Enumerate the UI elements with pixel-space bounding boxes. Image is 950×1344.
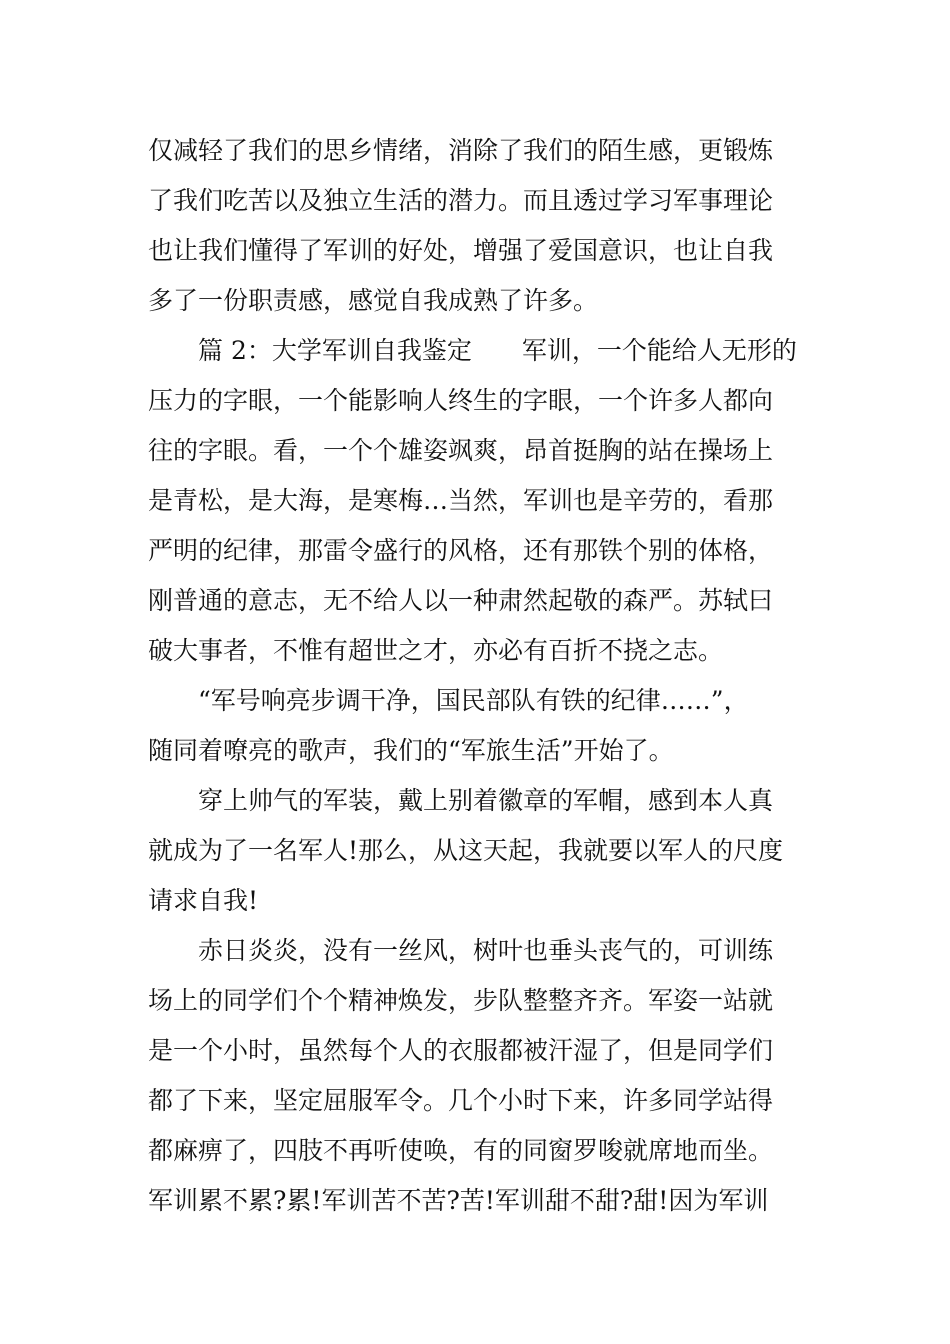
text-line: 请求自我! [148, 886, 259, 915]
text-line: 压力的字眼，一个能影响人终生的字眼，一个许多人都向 [148, 386, 774, 415]
text-line: 随同着嘹亮的歌声，我们的“军旅生活”开始了。 [148, 736, 674, 765]
text-line: 多了一份职责感，感觉自我成熟了许多。 [148, 286, 599, 315]
text-line: 仅减轻了我们的思乡情绪，消除了我们的陌生感，更锻炼 [148, 136, 774, 165]
text-line: 场上的同学们个个精神焕发，步队整整齐齐。军姿一站就 [148, 986, 774, 1015]
text-line: 严明的纪律，那雷令盛行的风格，还有那铁个别的体格， [148, 536, 774, 565]
text-line: 破大事者，不惟有超世之才，亦必有百折不挠之志。 [148, 636, 724, 665]
text-line: 也让我们懂得了军训的好处，增强了爱国意识，也让自我 [148, 236, 774, 265]
text-line: 都麻痹了，四肢不再听使唤，有的同窗罗唆就席地而坐。 [148, 1136, 774, 1165]
text-line: 是青松，是大海，是寒梅…当然，军训也是辛劳的，看那 [148, 486, 774, 515]
text-line: 了我们吃苦以及独立生活的潜力。而且透过学习军事理论 [148, 186, 774, 215]
text-line: 军训累不累?累!军训苦不苦?苦!军训甜不甜?甜!因为军训 [148, 1186, 769, 1215]
text-line: 往的字眼。看，一个个雄姿飒爽，昂首挺胸的站在操场上 [148, 436, 774, 465]
text-line: 穿上帅气的军装，戴上别着徽章的军帽，感到本人真 [198, 786, 774, 815]
text-line: 都了下来，坚定屈服军令。几个小时下来，许多同学站得 [148, 1086, 774, 1115]
text-line: 刚普通的意志，无不给人以一种肃然起敬的森严。苏轼曰 [148, 586, 774, 615]
text-line: 就成为了一名军人!那么，从这天起，我就要以军人的尺度 [148, 836, 784, 865]
section-heading-line: 篇 2：大学军训自我鉴定 军训，一个能给人无形的 [198, 336, 797, 365]
text-line: 是一个小时，虽然每个人的衣服都被汗湿了，但是同学们 [148, 1036, 774, 1065]
text-line: “军号响亮步调干净，国民部队有铁的纪律……”， [198, 686, 749, 715]
text-line: 赤日炎炎，没有一丝风，树叶也垂头丧气的，可训练 [198, 936, 774, 965]
